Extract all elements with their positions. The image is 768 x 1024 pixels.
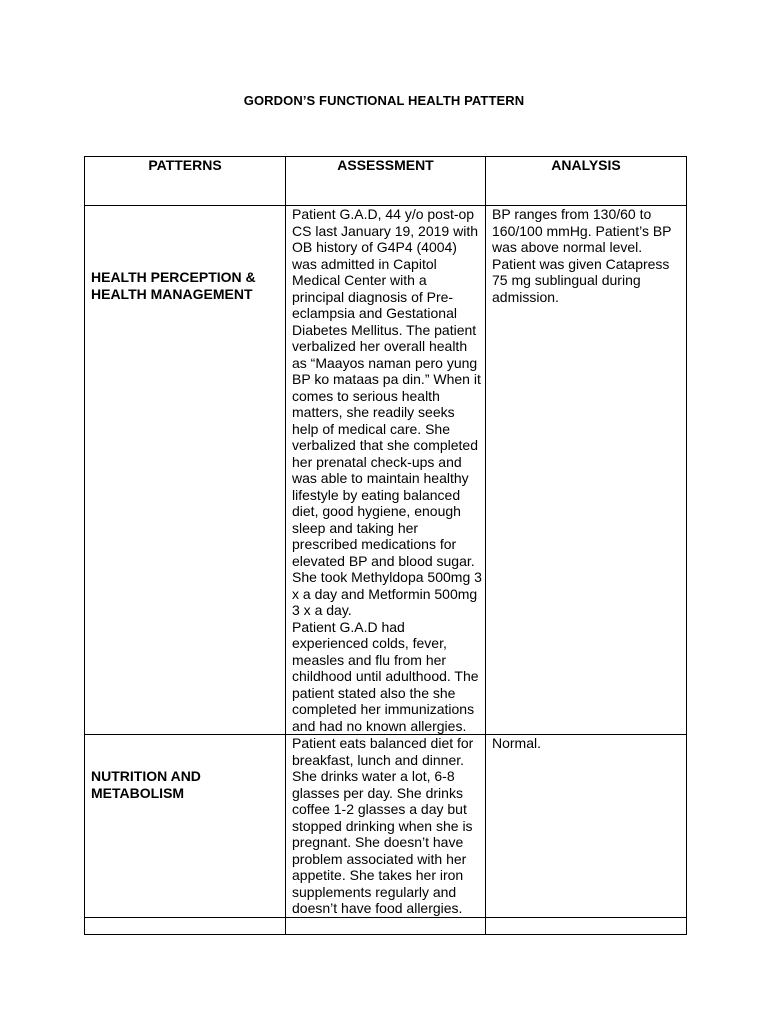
analysis-cell: Normal. — [486, 735, 687, 918]
header-patterns: PATTERNS — [85, 157, 286, 206]
functional-health-pattern-table — [84, 156, 687, 935]
analysis-cell: BP ranges from 130/60 to 160/100 mmHg. Patient’s BP was above normal level. Patient was given Catapress 75 mg sublingual during admission. — [486, 206, 687, 735]
header-assessment: ASSESSMENT — [286, 157, 486, 206]
pattern-cell — [85, 735, 286, 918]
pattern-cell — [85, 206, 286, 735]
assessment-cell — [286, 917, 486, 934]
analysis-cell — [486, 917, 687, 934]
assessment-cell: Patient G.A.D, 44 y/o post-op CS last January 19, 2019 with OB history of G4P4 (4004) was admitted in Capitol Medical Center with a principal diagnosis of Pre-eclampsia and Gestational Diabetes Mellitus. The patient verbalized her overall health as “Maayos naman pero yung BP ko mataas pa din.” When it comes to serious health matters, she readily seeks help of medical care. She verbalized that she completed her prenatal check-ups and was able to maintain healthy lifestyle by eating balanced diet, good hygiene, enough sleep and taking her prescribed medications for elevated BP and blood sugar. She took Methyldopa 500mg 3 x a day and Metformin 500mg 3 x a day. Patient G.A.D had experienced colds, fever, measles and flu from her childhood until adulthood. The patient stated also the she completed her immunizations and had no known allergies. — [286, 206, 486, 735]
pattern-cell — [85, 917, 286, 934]
header-analysis: ANALYSIS — [486, 157, 687, 206]
table-row-nutrition-metabolism — [85, 735, 687, 918]
pattern-label: HEALTH PERCEPTION & HEALTH MANAGEMENT — [91, 269, 256, 302]
table-row-health-perception — [85, 206, 687, 735]
table-header-row — [85, 157, 687, 206]
table-row-empty — [85, 917, 687, 934]
assessment-cell: Patient eats balanced diet for breakfast, lunch and dinner. She drinks water a lot, 6-8 glasses per day. She drinks coffee 1-2 glasses a day but stopped drinking when she is pregnant. She doesn’t have problem associated with her appetite. She takes her iron supplements regularly and doesn’t have food allergies. — [286, 735, 486, 918]
document-title: GORDON’S FUNCTIONAL HEALTH PATTERN — [243, 93, 525, 108]
pattern-label: NUTRITION AND METABOLISM — [91, 768, 201, 801]
